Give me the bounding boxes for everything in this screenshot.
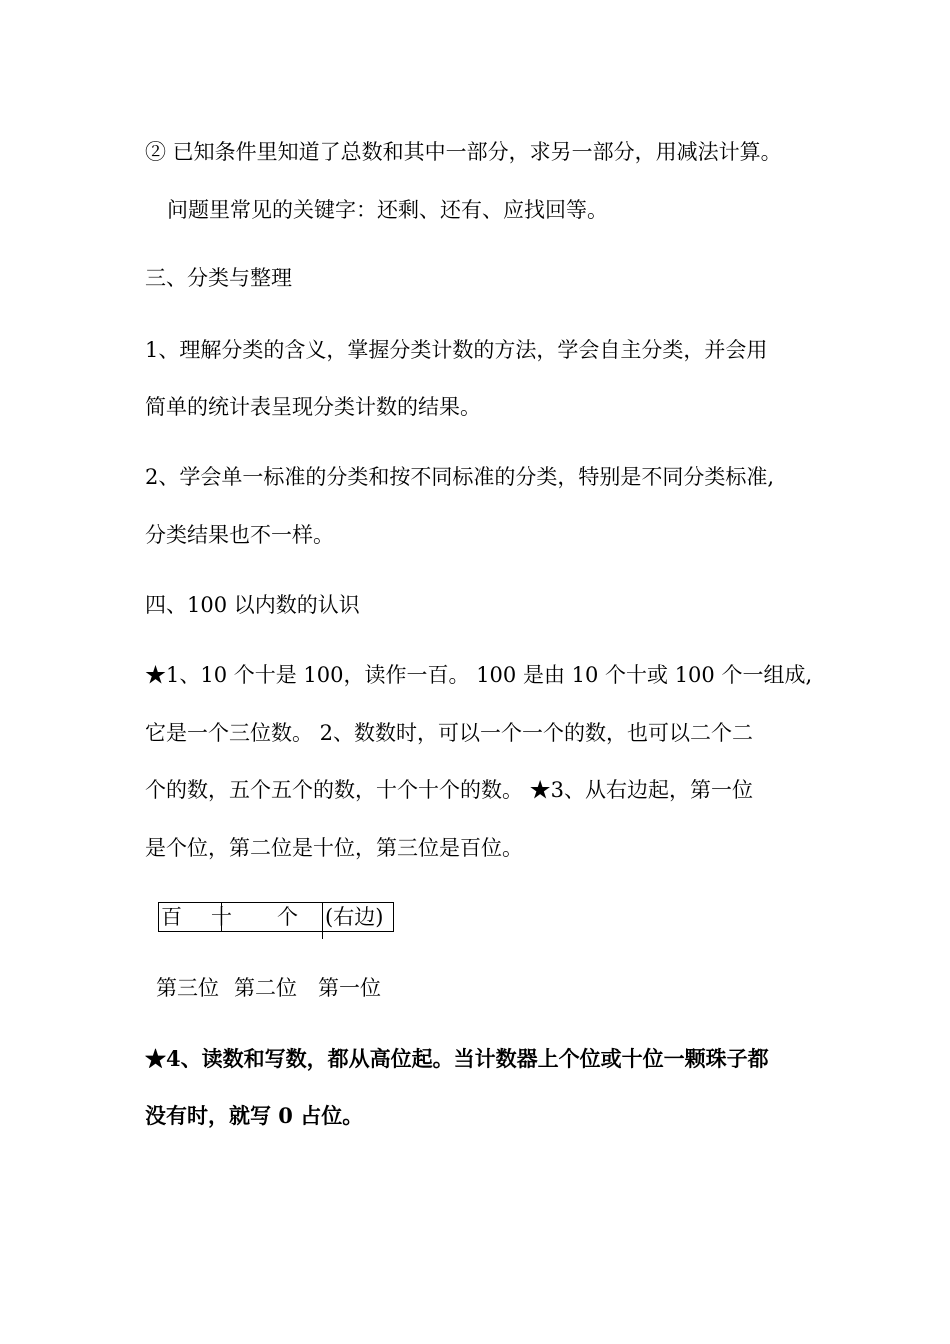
hundreds-cell: 百 bbox=[161, 905, 182, 929]
place-label-first: 第一位 bbox=[318, 976, 381, 1000]
right-side-cell: (右边) bbox=[325, 905, 384, 929]
place-value-table bbox=[158, 902, 394, 932]
bold-text-line-2: 没有时，就写 0 占位。 bbox=[145, 1103, 364, 1128]
bold-text-line-1: ★4、读数和写数，都从高位起。当计数器上个位或十位一颗珠子都 bbox=[145, 1046, 769, 1071]
text-line-6: 2、学会单一标准的分类和按不同标准的分类，特别是不同分类标准, bbox=[145, 465, 775, 489]
text-line-1: ② 已知条件里知道了总数和其中一部分，求另一部分，用减法计算。 bbox=[145, 140, 782, 164]
text-line-5: 简单的统计表呈现分类计数的结果。 bbox=[145, 395, 481, 419]
text-line-2: 问题里常见的关键字：还剩、还有、应找回等。 bbox=[167, 198, 608, 222]
table-divider bbox=[322, 903, 323, 939]
text-line-4: 1、理解分类的含义，掌握分类计数的方法，学会自主分类，并会用 bbox=[145, 338, 768, 362]
section-heading-4: 四、100 以内数的认识 bbox=[145, 593, 360, 617]
tens-cell: 十 bbox=[211, 905, 232, 929]
ones-cell: 个 bbox=[277, 905, 298, 929]
text-line-7: 分类结果也不一样。 bbox=[145, 523, 334, 547]
place-label-third: 第三位 bbox=[156, 976, 219, 1000]
text-line-12: 是个位，第二位是十位，第三位是百位。 bbox=[145, 836, 523, 860]
text-line-10: 它是一个三位数。 2、数数时，可以一个一个的数，也可以二个二 bbox=[145, 721, 754, 745]
section-heading-3: 三、分类与整理 bbox=[145, 266, 292, 290]
text-line-9: ★1、10 个十是 100，读作一百。 100 是由 10 个十或 100 个一组成, bbox=[145, 663, 813, 687]
place-label-second: 第二位 bbox=[234, 976, 297, 1000]
text-line-11: 个的数，五个五个的数，十个十个的数。 ★3、从右边起，第一位 bbox=[145, 778, 754, 802]
